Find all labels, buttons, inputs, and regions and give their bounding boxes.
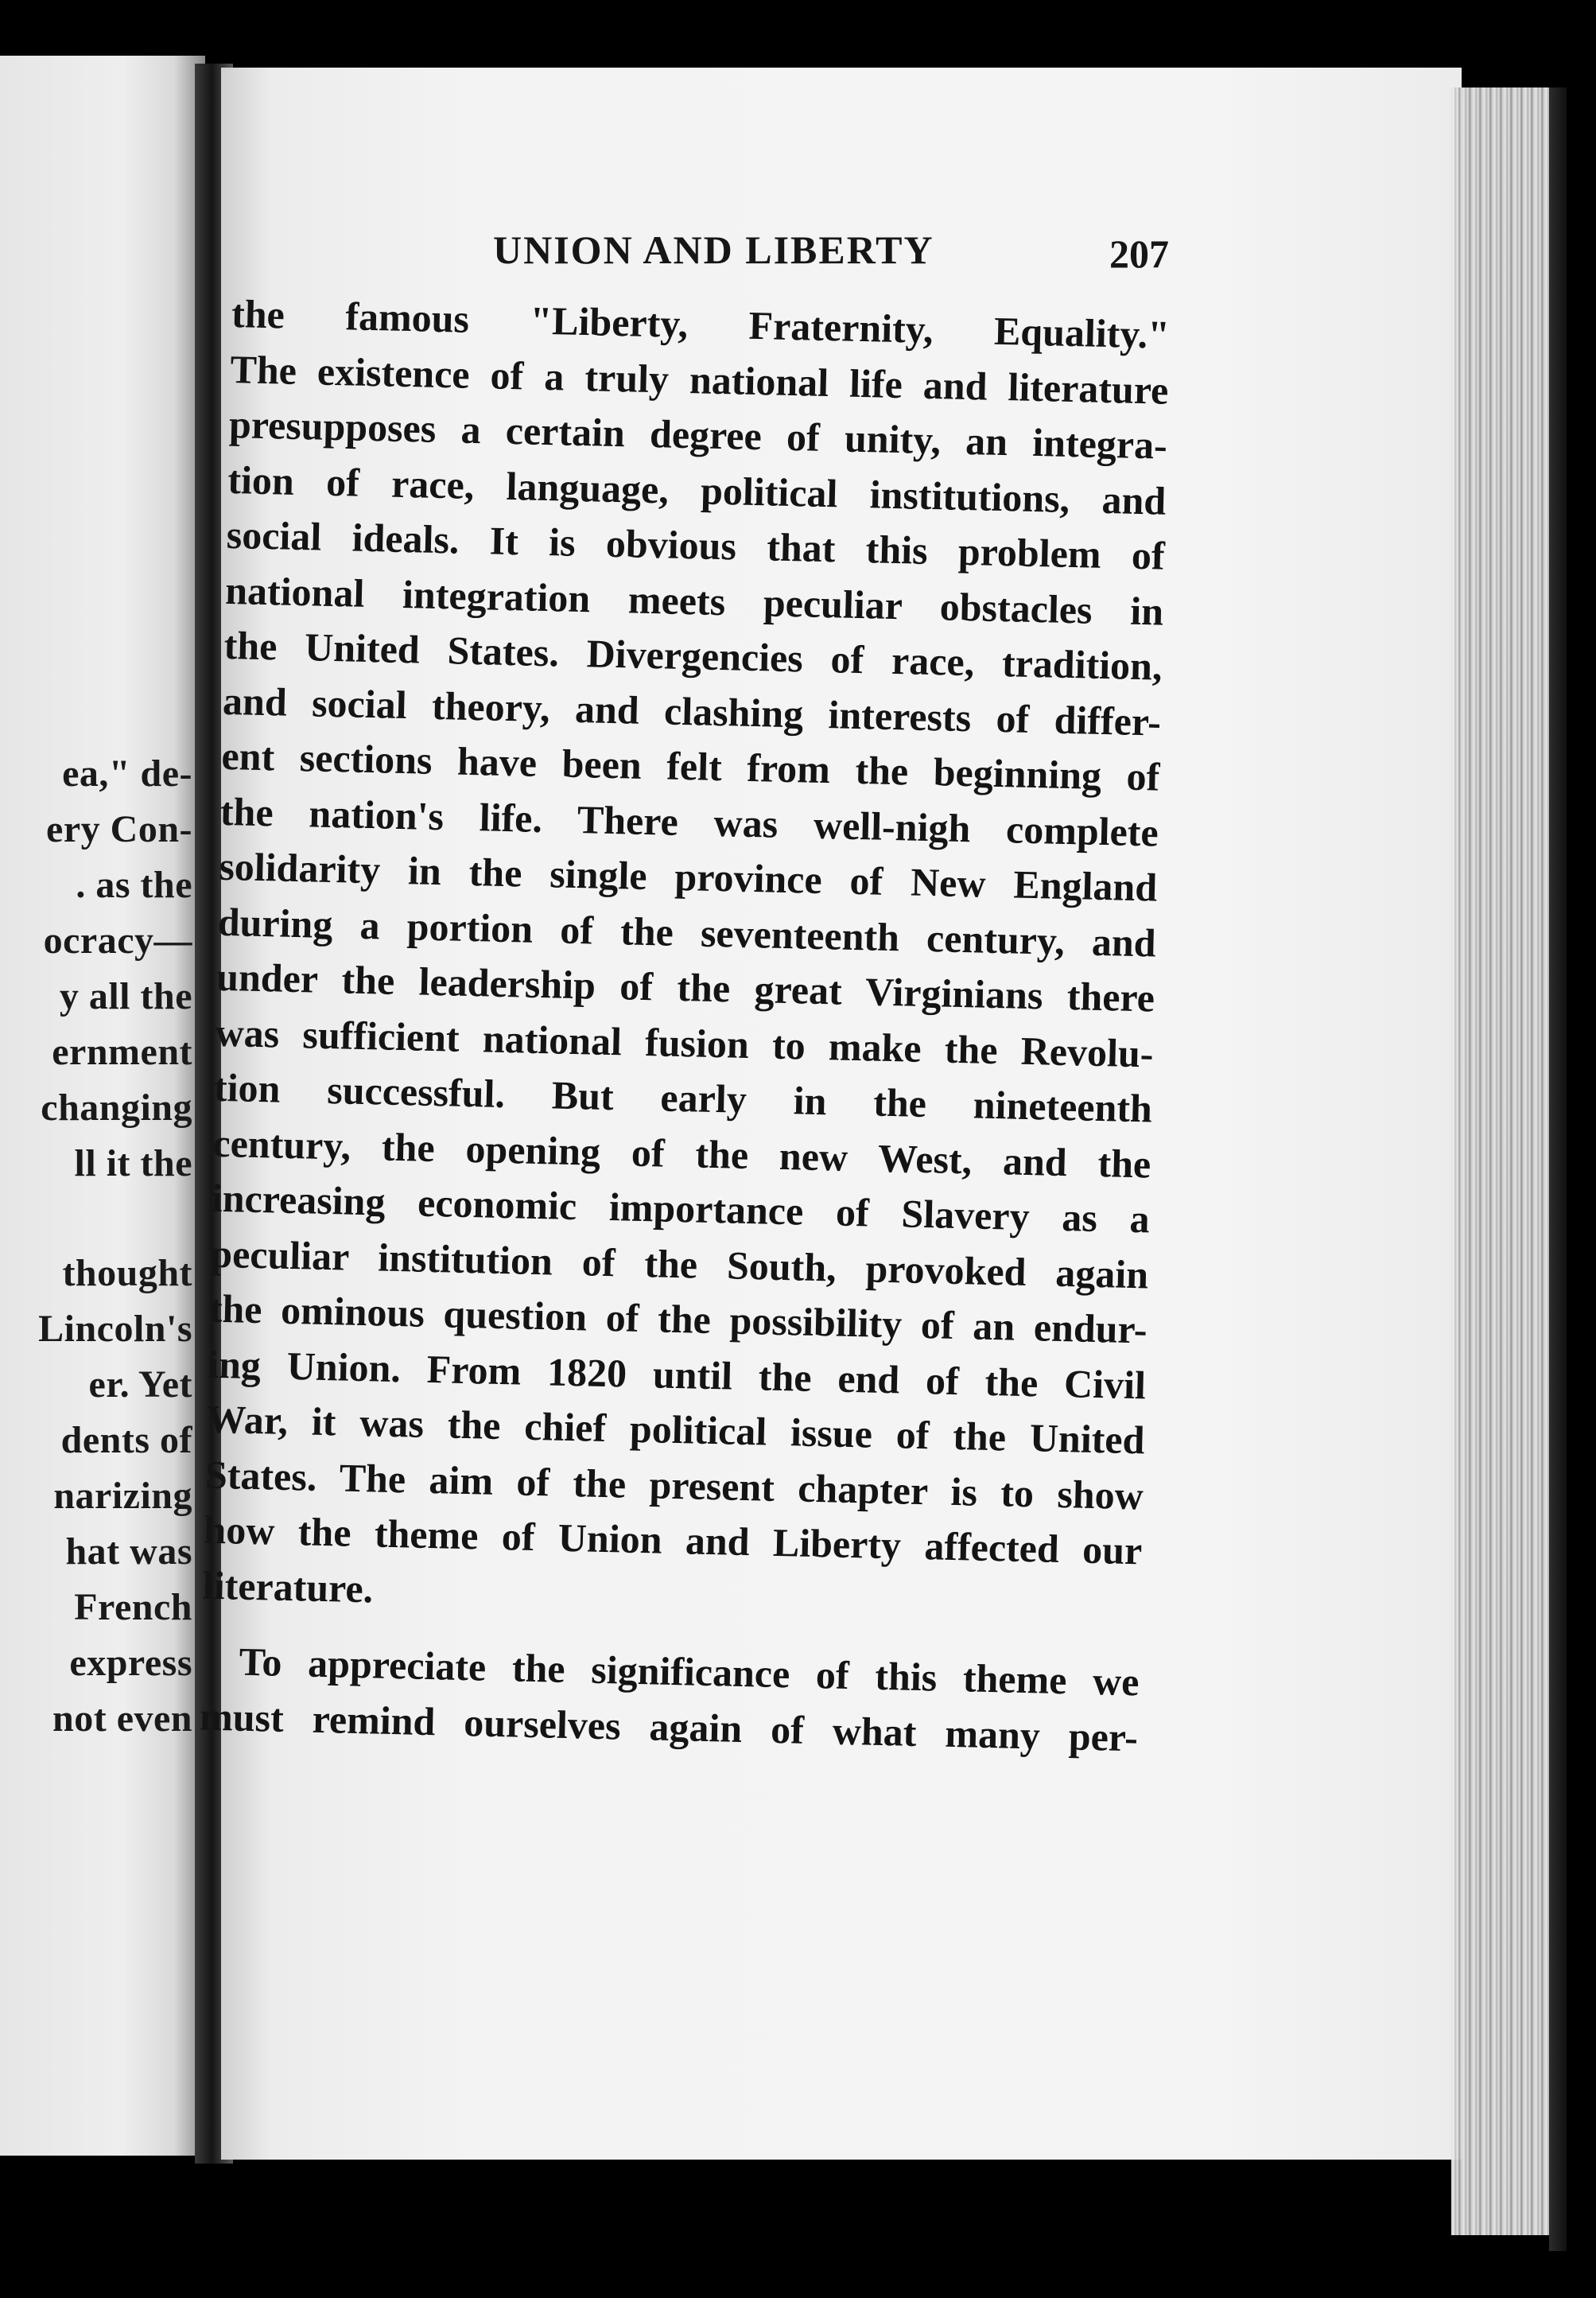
left-page-line: hat was [65, 1530, 192, 1573]
left-facing-page [0, 56, 205, 2156]
page-number: 207 [1109, 231, 1169, 276]
text-line: To appreciate the significance of this theme we [239, 1639, 1140, 1705]
left-page-line: ll it the [74, 1142, 192, 1184]
text-line: under the leadership of the great Virginians there [216, 954, 1155, 1021]
left-page-line: ea," de- [62, 752, 192, 795]
left-page-line: express [69, 1642, 192, 1684]
text-line: peculiar institution of the South, provoked again [209, 1231, 1149, 1297]
text-line: and social theory, and clashing interests of differ- [222, 678, 1162, 745]
text-line: during a portion of the seventeenth century, and [217, 899, 1157, 966]
text-line: tion successful. But early in the nineteenth [213, 1064, 1153, 1131]
text-line: ing Union. From 1820 until the end of the Civil [207, 1341, 1147, 1407]
body-text [199, 286, 1170, 1765]
left-page-line: dents of [60, 1419, 192, 1461]
left-page-line: y all the [59, 975, 192, 1017]
text-line: The existence of a truly national life and literature [230, 346, 1169, 413]
left-page-line: ernment [52, 1031, 192, 1073]
left-page-line: ocracy— [43, 920, 192, 962]
text-line: solidarity in the single province of New England [218, 843, 1158, 910]
text-line: was sufficient national fusion to make the Revolu- [215, 1009, 1155, 1076]
book-cover-edge [1549, 87, 1567, 2251]
left-page-line: Lincoln's [38, 1308, 192, 1350]
left-page-line: ery Con- [46, 808, 192, 850]
text-line: presupposes a certain degree of unity, an integra- [228, 401, 1168, 468]
left-page-line: . as the [76, 864, 192, 906]
text-line: the nation's life. There was well-nigh complete [219, 788, 1159, 855]
text-line: national integration meets peculiar obstacles in [224, 567, 1164, 634]
left-page-line: thought [62, 1252, 192, 1294]
text-line: social ideals. It is obvious that this problem of [226, 511, 1166, 578]
left-page-line: er. Yet [88, 1363, 192, 1406]
text-line: increasing economic importance of Slavery as a [211, 1175, 1151, 1242]
page-edges [1451, 87, 1555, 2235]
text-line: the ominous question of the possibility of an endur- [208, 1285, 1148, 1352]
left-page-line: not even [52, 1697, 192, 1740]
running-header-title: UNION AND LIBERTY [493, 227, 934, 272]
text-line: the famous "Liberty, Fraternity, Equality." [231, 290, 1171, 357]
text-line: how the theme of Union and Liberty affected our [203, 1507, 1143, 1573]
text-line: States. The aim of the present chapter is to show [204, 1452, 1144, 1518]
left-page-line: changing [41, 1087, 192, 1129]
text-line: the United States. Divergencies of race, tradition, [223, 622, 1163, 689]
text-line: must remind ourselves again of what many per- [199, 1693, 1139, 1759]
text-line: literature. [202, 1562, 374, 1611]
text-line: War, it was the chief political issue of the United [206, 1396, 1146, 1463]
left-page-line: French [74, 1586, 192, 1628]
text-line: century, the opening of the new West, and the [212, 1120, 1151, 1186]
text-line: ent sections have been felt from the beginning of [220, 733, 1160, 799]
left-page-line: narizing [53, 1475, 192, 1517]
text-line: tion of race, language, political institutions, and [227, 457, 1167, 523]
